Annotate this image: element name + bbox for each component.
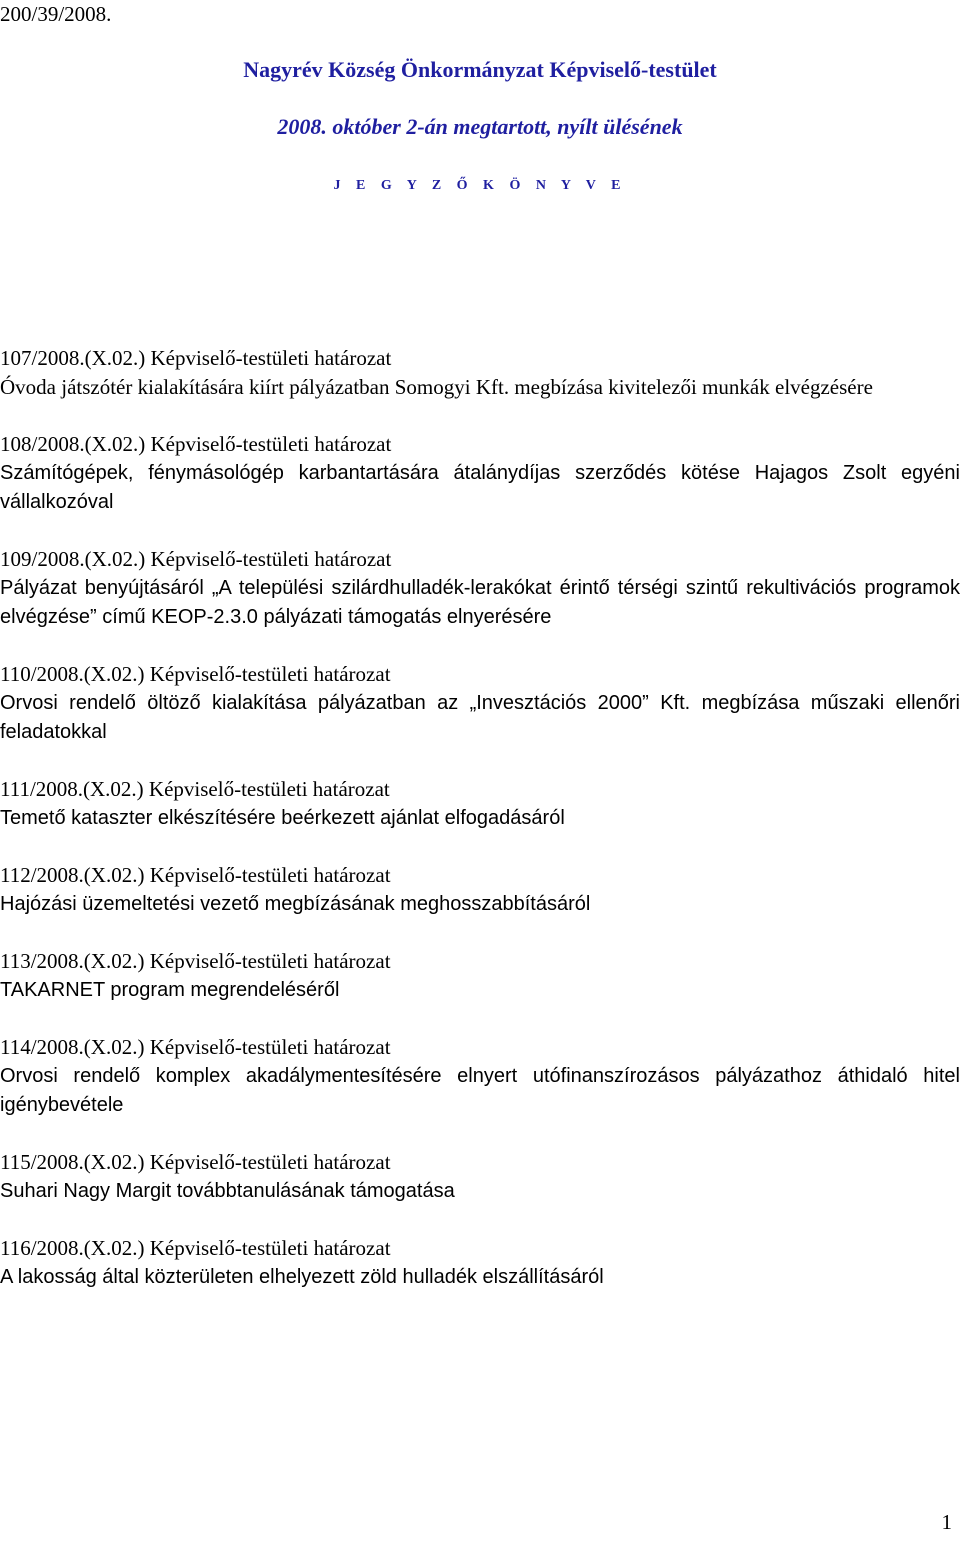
resolution-heading: 115/2008.(X.02.) Képviselő-testületi határozat: [0, 1150, 391, 1174]
resolution-item: [0, 947, 960, 1005]
resolution-item: [0, 660, 960, 747]
resolution-heading: 107/2008.(X.02.) Képviselő-testületi határozat: [0, 346, 392, 370]
resolution-text: TAKARNET program megrendeléséről: [0, 979, 340, 1001]
resolution-item: [0, 775, 960, 833]
resolution-heading: 114/2008.(X.02.) Képviselő-testületi határozat: [0, 1035, 391, 1059]
resolution-text: A lakosság által közterületen elhelyezett zöld hulladék elszállításáról: [0, 1266, 604, 1288]
resolution-item: [0, 545, 960, 632]
resolution-text: Suhari Nagy Margit továbbtanulásának támogatása: [0, 1180, 455, 1202]
document-title: Nagyrév Község Önkormányzat Képviselő-testület: [243, 57, 717, 82]
resolution-heading: 113/2008.(X.02.) Képviselő-testületi határozat: [0, 949, 391, 973]
resolution-item: [0, 344, 960, 402]
resolution-heading: 109/2008.(X.02.) Képviselő-testületi határozat: [0, 547, 392, 571]
resolution-item: [0, 1148, 960, 1206]
resolution-item: [0, 1033, 960, 1120]
resolution-text: Orvosi rendelő öltöző kialakítása pályázatban az „Invesztációs 2000” Kft. megbízása műszaki ellenőri feladatokkal: [0, 692, 960, 743]
resolution-heading: 108/2008.(X.02.) Képviselő-testületi határozat: [0, 432, 392, 456]
resolution-text: Óvoda játszótér kialakítására kiírt pályázatban Somogyi Kft. megbízása kivitelezői munkák elvégzésére: [0, 375, 873, 399]
meeting-subtitle: 2008. október 2-án megtartott, nyílt ülésének: [277, 114, 683, 139]
resolution-list: [0, 344, 960, 1320]
resolution-text: Pályázat benyújtásáról „A települési szilárdhulladék-lerakókat érintő térségi szintű rekultivációs programok elvégzése” című KEOP-2.3.0 pályázati támogatás elnyerésére: [0, 577, 960, 628]
resolution-item: [0, 861, 960, 919]
resolution-item: [0, 430, 960, 517]
resolution-text: Orvosi rendelő komplex akadálymentesítésére elnyert utófinanszírozásos pályázathoz áthidaló hitel igénybevétele: [0, 1065, 960, 1116]
resolution-item: [0, 1234, 960, 1292]
resolution-text: Számítógépek, fénymásológép karbantartására átalánydíjas szerződés kötése Hajagos Zsolt egyéni vállalkozóval: [0, 462, 960, 513]
page-number: 1: [941, 1510, 952, 1534]
resolution-heading: 116/2008.(X.02.) Képviselő-testületi határozat: [0, 1236, 391, 1260]
document-reference: 200/39/2008.: [0, 2, 112, 26]
minutes-heading: J E G Y Z Ő K Ö N Y V E: [333, 178, 627, 193]
resolution-text: Temető kataszter elkészítésére beérkezett ajánlat elfogadásáról: [0, 807, 565, 829]
resolution-heading: 111/2008.(X.02.) Képviselő-testületi határozat: [0, 777, 390, 801]
resolution-text: Hajózási üzemeltetési vezető megbízásának meghosszabbításáról: [0, 893, 591, 915]
resolution-heading: 110/2008.(X.02.) Képviselő-testületi határozat: [0, 662, 391, 686]
resolution-heading: 112/2008.(X.02.) Képviselő-testületi határozat: [0, 863, 391, 887]
